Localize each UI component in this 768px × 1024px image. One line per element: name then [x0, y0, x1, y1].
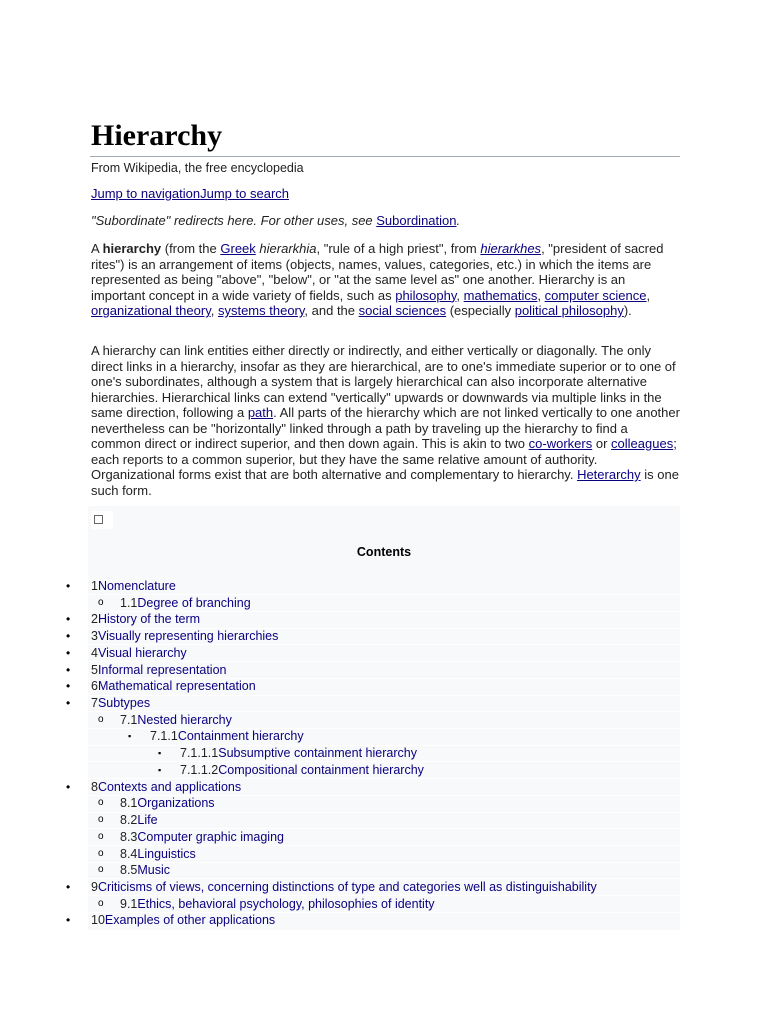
- text-run: is one such form.: [91, 467, 679, 498]
- toc-number: 5: [91, 662, 98, 677]
- bullet-icon: o: [98, 830, 104, 842]
- toc-label: Mathematical representation: [97, 679, 256, 694]
- bullet-icon: ▪: [158, 764, 162, 775]
- toc-number: 4: [91, 645, 98, 660]
- toc-row-divider: [88, 711, 680, 712]
- toc-item-1-1[interactable]: [0, 595, 680, 612]
- toc-label: Containment hierarchy: [177, 729, 304, 744]
- toc-number: 7.1: [120, 712, 138, 727]
- bullet-icon: ▪: [158, 748, 162, 759]
- toc-link[interactable]: [91, 611, 200, 628]
- toc-number: 7: [91, 696, 98, 711]
- toc-link[interactable]: [91, 678, 256, 695]
- toc-label: Degree of branching: [137, 595, 251, 610]
- philosophy-link[interactable]: philosophy: [395, 287, 457, 303]
- text-run: ,: [456, 287, 464, 303]
- bullet-icon: •: [66, 879, 71, 894]
- toc-row-divider: [88, 862, 680, 863]
- toc-row-divider: [88, 644, 680, 645]
- bullet-icon: o: [98, 847, 104, 859]
- text-run: ,: [537, 287, 545, 303]
- intro-paragraph: [91, 241, 681, 319]
- jump-links: [91, 186, 289, 202]
- toc-label: Ethics, behavioral psychology, philosophies of identity: [137, 896, 435, 911]
- toc-row-divider: [88, 828, 680, 829]
- text-run: or: [592, 436, 612, 451]
- toc-link[interactable]: [91, 879, 597, 896]
- toc-link[interactable]: [91, 779, 241, 796]
- toc-label: Examples of other applications: [104, 913, 276, 928]
- organizational-theory-link[interactable]: organizational theory: [91, 303, 211, 318]
- toc-link[interactable]: [150, 728, 304, 745]
- hatnote-text: "Subordinate" redirects here. For other uses, see: [91, 213, 377, 228]
- toc-row-divider: [88, 795, 680, 796]
- toc-link[interactable]: [120, 812, 158, 829]
- toc-label: Criticisms of views, concerning distinctions of type and categories well as distinguishability: [97, 879, 597, 894]
- text-run: (especially: [446, 303, 515, 318]
- toc-label: Visually representing hierarchies: [97, 629, 279, 644]
- toc-number: 7.1.1.2: [180, 762, 219, 777]
- italic-term: hierarkhia: [259, 241, 317, 256]
- path-link[interactable]: path: [247, 405, 274, 420]
- toc-number: 3: [91, 629, 98, 644]
- computer-science-link[interactable]: computer science: [544, 287, 647, 303]
- social-sciences-link[interactable]: social sciences: [358, 303, 447, 318]
- toc-label: Nested hierarchy: [137, 712, 232, 727]
- toc-number: 9: [91, 879, 98, 894]
- toc-row-divider: [88, 778, 680, 779]
- toc-row-divider: [88, 761, 680, 762]
- subordination-link[interactable]: Subordination: [376, 213, 457, 228]
- toc-link[interactable]: [91, 578, 176, 595]
- bullet-icon: •: [66, 645, 71, 660]
- text-run: (from the: [161, 241, 221, 256]
- toc-link[interactable]: [120, 712, 232, 729]
- bullet-icon: o: [98, 713, 104, 725]
- toc-link[interactable]: [180, 762, 424, 779]
- bullet-icon: ▪: [128, 731, 132, 742]
- text-run: ,: [210, 303, 218, 318]
- greek-link[interactable]: Greek: [220, 241, 256, 256]
- toc-label: Linguistics: [137, 846, 196, 861]
- toc-link[interactable]: [91, 695, 150, 712]
- text-run: ,: [646, 287, 651, 303]
- toc-number: 8.2: [120, 813, 138, 828]
- toc-link[interactable]: [120, 829, 284, 846]
- text-run: . All parts of the hierarchy which are not linked vertically to one another nevertheless can be "horizontally" linked through a path by traveling up the hierarchy to find a common direct or indirect superior, and then down again. This is akin to two: [91, 405, 680, 451]
- bullet-icon: o: [98, 797, 104, 809]
- toc-row-divider: [88, 695, 680, 696]
- toc-item-6[interactable]: [0, 678, 680, 695]
- political-philosophy-link[interactable]: political philosophy: [514, 303, 624, 318]
- toc-row-divider: [88, 745, 680, 746]
- toc-number: 1: [91, 579, 98, 593]
- toc-row-divider: [88, 594, 680, 595]
- toc-link[interactable]: [120, 896, 435, 913]
- bullet-icon: •: [66, 662, 71, 677]
- bullet-icon: •: [66, 913, 71, 928]
- toc-link[interactable]: [180, 745, 417, 762]
- systems-theory-link[interactable]: systems theory: [217, 303, 305, 318]
- bold-term: hierarchy: [102, 241, 162, 256]
- toc-link[interactable]: [91, 912, 275, 929]
- hatnote-end: .: [456, 213, 461, 228]
- jump-to-navigation-link[interactable]: Jump to navigation: [91, 186, 201, 201]
- bullet-icon: •: [66, 696, 71, 711]
- toc-item-7-1[interactable]: [0, 712, 680, 729]
- bullet-icon: •: [66, 679, 71, 694]
- text-run: , "president of sacred rites") is an arrangement of items (objects, names, values, categories, etc.) in which the items are represented as being "above", "below", or "at the same level as" one another. Hierarchy is an important concept in a wide variety of fields, such as: [91, 241, 664, 303]
- text-run: , and the: [304, 303, 359, 318]
- toc-number: 6: [91, 679, 98, 694]
- toc-row-divider: [88, 678, 680, 679]
- toc-number: 8.4: [120, 846, 138, 861]
- toc-label: Subsumptive containment hierarchy: [218, 746, 417, 761]
- toc-number: 1.1: [120, 595, 138, 610]
- toc-item-7-1-1[interactable]: [0, 728, 680, 745]
- toc-item-3[interactable]: [0, 628, 680, 645]
- toc-item-5[interactable]: [0, 662, 680, 679]
- text-run: ).: [623, 303, 632, 318]
- toc-label: History of the term: [97, 612, 201, 627]
- toc-number: 9.1: [120, 896, 138, 911]
- toc-item-4[interactable]: [0, 645, 680, 662]
- text-run: , "rule of a high priest", from: [316, 241, 481, 256]
- toc-row-divider: [88, 912, 680, 913]
- second-paragraph: [91, 343, 681, 498]
- toc-title: Contents: [356, 545, 412, 559]
- bullet-icon: o: [98, 897, 104, 909]
- toc-link[interactable]: [120, 846, 196, 863]
- toc-link[interactable]: [120, 795, 215, 812]
- toc-label: Subtypes: [97, 696, 151, 711]
- heterarchy-link[interactable]: Heterarchy: [577, 467, 641, 482]
- toc-number: 8.3: [120, 829, 138, 844]
- toc-item-7[interactable]: [0, 695, 680, 712]
- toc-label: Nomenclature: [97, 579, 176, 593]
- toc-label: Life: [137, 813, 158, 828]
- toc-item-8-4[interactable]: [0, 846, 680, 863]
- toc-number: 2: [91, 612, 98, 627]
- toc-number: 7.1.1.1: [180, 746, 219, 761]
- toc-link[interactable]: [91, 662, 227, 679]
- toc-label: Organizations: [137, 796, 215, 811]
- toc-row-divider: [88, 845, 680, 846]
- toc-row-divider: [88, 611, 680, 612]
- toc-row-divider: [88, 895, 680, 896]
- mathematics-link[interactable]: mathematics: [463, 287, 538, 303]
- bullet-icon: o: [98, 864, 104, 876]
- toc-row-divider: [88, 628, 680, 629]
- toc-item-8-5[interactable]: [0, 862, 680, 879]
- toc-item-2[interactable]: [0, 611, 680, 628]
- page-title: Hierarchy: [91, 119, 223, 152]
- toc-row-divider: [88, 661, 680, 662]
- toc-label: Contexts and applications: [97, 779, 242, 794]
- toc-number: 7.1.1: [150, 729, 178, 744]
- hatnote: [91, 213, 460, 229]
- toc-item-9-1[interactable]: [0, 896, 680, 913]
- toc-toggle[interactable]: [91, 511, 113, 529]
- bullet-icon: •: [66, 629, 71, 644]
- text-run: A: [91, 241, 103, 256]
- toc-item-8-2[interactable]: [0, 812, 680, 829]
- toc-number: 8: [91, 779, 98, 794]
- text-run: ; each reports to a common superior, but they have the same relative amount of authority. Organizational forms exist that are both alternative and complementary to hierarchy.: [91, 436, 677, 482]
- toc-label: Informal representation: [97, 662, 227, 677]
- toc-label: Compositional containment hierarchy: [218, 762, 424, 777]
- toc-number: 8.1: [120, 796, 138, 811]
- toc-row-divider: [88, 812, 680, 813]
- toc-number: 10: [91, 913, 105, 928]
- jump-to-search-link[interactable]: Jump to search: [200, 186, 289, 201]
- title-divider: [90, 156, 680, 157]
- toc-row-divider: [88, 728, 680, 729]
- toc-item-9[interactable]: [0, 879, 680, 896]
- toc-link[interactable]: [91, 628, 278, 645]
- toc-link[interactable]: [120, 862, 170, 879]
- bullet-icon: •: [66, 579, 71, 593]
- coworkers-link[interactable]: co-workers: [528, 436, 593, 451]
- toc-item-10[interactable]: [0, 912, 680, 929]
- checkbox-icon[interactable]: [94, 515, 103, 524]
- toc-item-1[interactable]: [0, 578, 680, 595]
- toc-item-8-1[interactable]: [0, 795, 680, 812]
- toc-number: 8.5: [120, 863, 138, 878]
- toc-row-divider: [88, 878, 680, 879]
- toc-label: Visual hierarchy: [97, 645, 187, 660]
- toc-item-7-1-1-2[interactable]: [0, 762, 680, 779]
- toc-label: Music: [137, 863, 171, 878]
- bullet-icon: •: [66, 612, 71, 627]
- toc-item-7-1-1-1[interactable]: [0, 745, 680, 762]
- site-tagline: From Wikipedia, the free encyclopedia: [91, 161, 304, 175]
- hierarkhes-link[interactable]: hierarkhes: [480, 241, 542, 256]
- bullet-icon: o: [98, 814, 104, 826]
- toc-item-8[interactable]: [0, 779, 680, 796]
- toc-item-8-3[interactable]: [0, 829, 680, 846]
- text-run: A hierarchy can link entities either directly or indirectly, and either vertically or diagonally. The only direct links in a hierarchy, insofar as they are hierarchical, are to one's immediate superior or to one of one's subordinates, although a system that is largely hierarchical can also incorporate alternative hierarchies. Hierarchical links can extend "vertically" upwards or downwards via multiple links in the same direction, following a: [91, 343, 676, 420]
- bullet-icon: o: [98, 596, 104, 608]
- toc-link[interactable]: [120, 595, 251, 612]
- toc-link[interactable]: [91, 645, 187, 662]
- toc-label: Computer graphic imaging: [137, 829, 284, 844]
- bullet-icon: •: [66, 779, 71, 794]
- colleagues-link[interactable]: colleagues: [611, 436, 674, 451]
